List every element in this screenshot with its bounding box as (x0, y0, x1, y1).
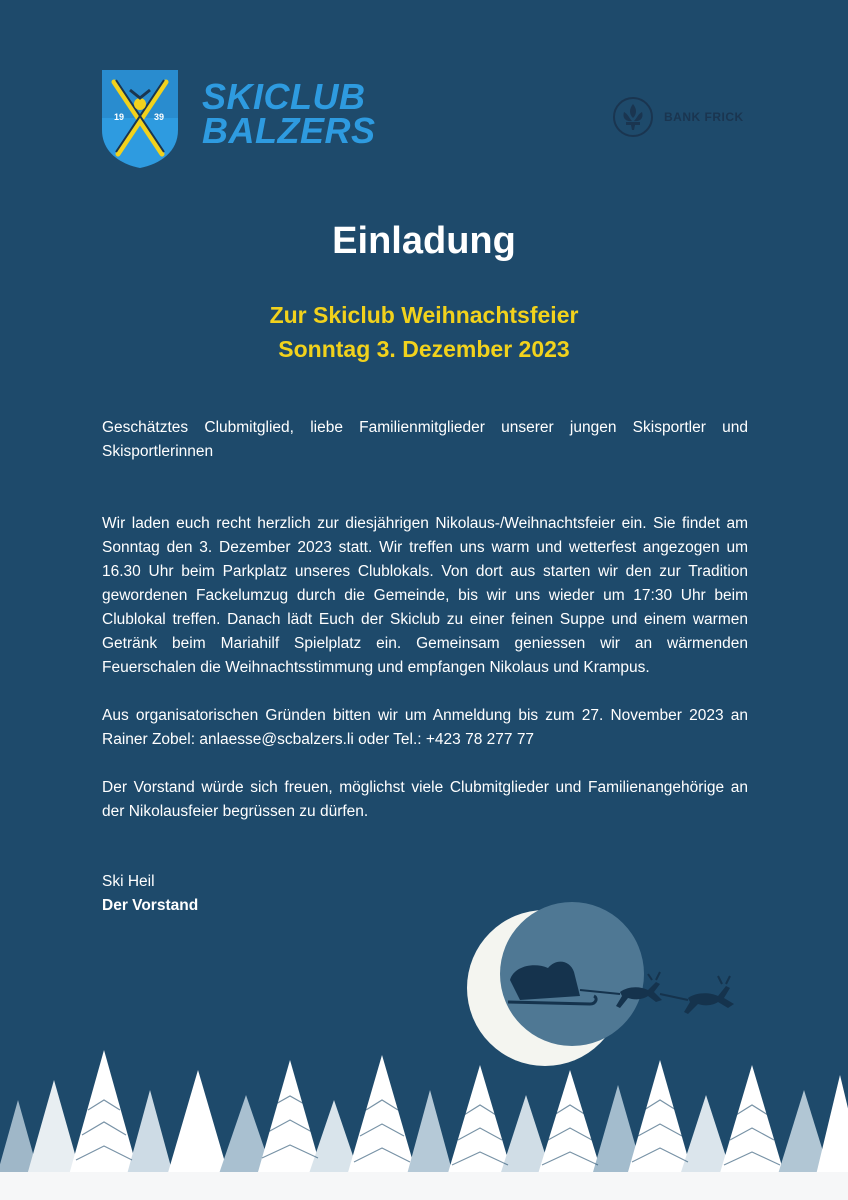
greeting-paragraph: Geschätztes Clubmitglied, liebe Familienmitglieder unserer jungen Skisportler und Skisportlerinnen (102, 419, 748, 460)
shield-year-right: 39 (154, 112, 165, 122)
event-subtitle (0, 298, 848, 366)
skiclub-shield-logo (100, 68, 180, 170)
logo-line-1: SKICLUB (202, 76, 366, 117)
skiclub-wordmark (202, 76, 422, 151)
logo-line-2: BALZERS (202, 110, 376, 151)
subtitle-line-1: Zur Skiclub Weihnachtsfeier (269, 302, 579, 328)
subtitle-line-2: Sonntag 3. Dezember 2023 (278, 336, 570, 362)
signature-line-2: Der Vorstand (102, 897, 199, 914)
closing-paragraph: Der Vorstand würde sich freuen, möglichst viele Clubmitglieder und Familienangehörige an der Nikolausfeier begrüssen zu dürfen. (102, 779, 748, 820)
sponsor-name: BANK FRICK (664, 110, 744, 124)
letter-body (102, 416, 748, 918)
sponsor-logo (612, 96, 744, 138)
fleur-de-lis-icon (612, 96, 654, 138)
winter-scene-illustration (0, 900, 848, 1200)
registration-paragraph: Aus organisatorischen Gründen bitten wir um Anmeldung bis zum 27. November 2023 an Rainer Zobel: anlaesse@scbalzers.li oder Tel.: +423 78 277 77 (102, 707, 748, 748)
page-title: Einladung (332, 220, 516, 262)
event-description-paragraph: Wir laden euch recht herzlich zur diesjährigen Nikolaus-/Weihnachtsfeier ein. Sie findet am Sonntag den 3. Dezember 2023 statt. Wir treffen uns warm und wetterfest angezogen um 16.30 Uhr beim Parkplatz unseres Clublokals. Von dort aus starten wir den zur Tradition gewordenen Fackelumzug durch die Gemeinde, bis wir uns wieder um 17:30 Uhr beim Clublokal treffen. Danach lädt Euch der Skiclub zu einer feinen Suppe und einem warmen Getränk beim Mariahilf Spielplatz ein. Gemeinsam geniessen wir an wärmenden Feuerschalen die Weihnachtsstimmung und empfangen Nikolaus und Krampus. (102, 515, 748, 676)
snow-ground (0, 1172, 848, 1200)
shield-year-left: 19 (114, 112, 125, 122)
signature-line-1: Ski Heil (102, 873, 155, 890)
